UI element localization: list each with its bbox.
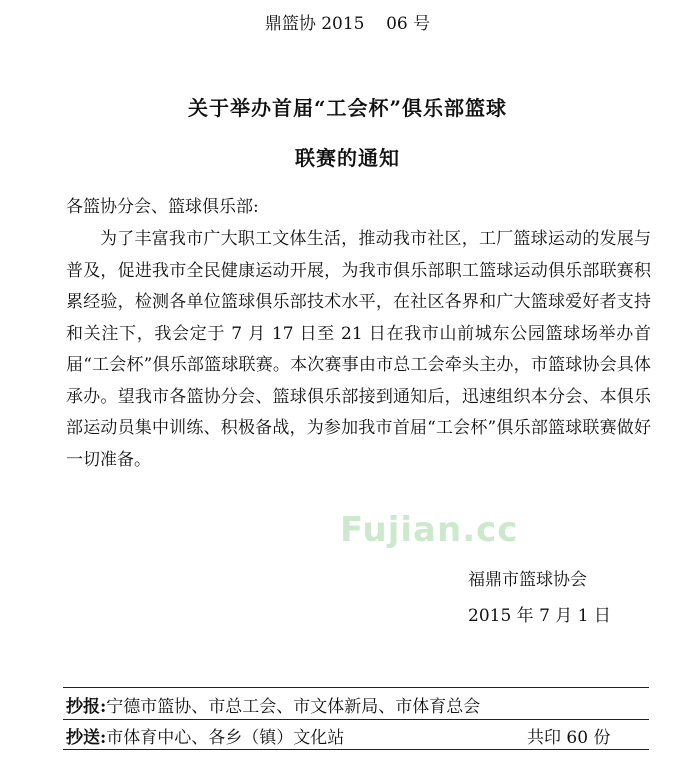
signature-date: 2015 年 7 月 1 日 (468, 606, 611, 626)
notice-title-line-1: 关于举办首届“工会杯”俱乐部篮球 (187, 96, 507, 120)
cc-send-recipients: 市体育中心、各乡（镇）文化站 (106, 728, 345, 748)
document-number: 鼎篮协 2015 06 号 (264, 14, 431, 34)
cc-report-label: 抄报: (66, 697, 107, 717)
notice-body-paragraph: 为了丰富我市广大职工文体生活，推动我市社区，工厂篮球运动的发展与普及，促进我市全民健康运动开展，为我市俱乐部职工篮球运动俱乐部联赛积累经验，检测各单位篮球俱乐部技术水平，在社区各界和广大篮球爱好者支持和关注下，我会定于 7 月 17 日至 21 日在我市山前城东公园篮球场举办首届“工会杯”俱乐部篮球联赛。本次赛事由市总工会牵头主办，市篮球协会具体承办。望我市各篮协分会、篮球俱乐部接到通知后，迅速组织本分会、本俱乐部运动员集中训练、积极备战，为参加我市首届“工会杯”俱乐部篮球联赛做好一切准备。 (66, 229, 651, 470)
cc-report-row (66, 692, 480, 717)
signature-organization: 福鼎市篮球协会 (468, 570, 587, 590)
notice-title-line-2: 联赛的通知 (295, 146, 400, 170)
print-count: 共印 60 份 (527, 728, 611, 748)
site-watermark: Fujian.cc (340, 510, 519, 550)
cc-send-label: 抄送: (66, 728, 107, 748)
footer-divider-bottom (63, 749, 649, 750)
salutation: 各篮协分会、篮球俱乐部: (66, 197, 259, 217)
footer-divider-top (63, 687, 649, 688)
cc-report-recipients: 宁德市篮协、市总工会、市文体新局、市体育总会 (106, 697, 481, 717)
cc-send-row (66, 723, 344, 748)
footer-divider-middle (63, 719, 649, 720)
